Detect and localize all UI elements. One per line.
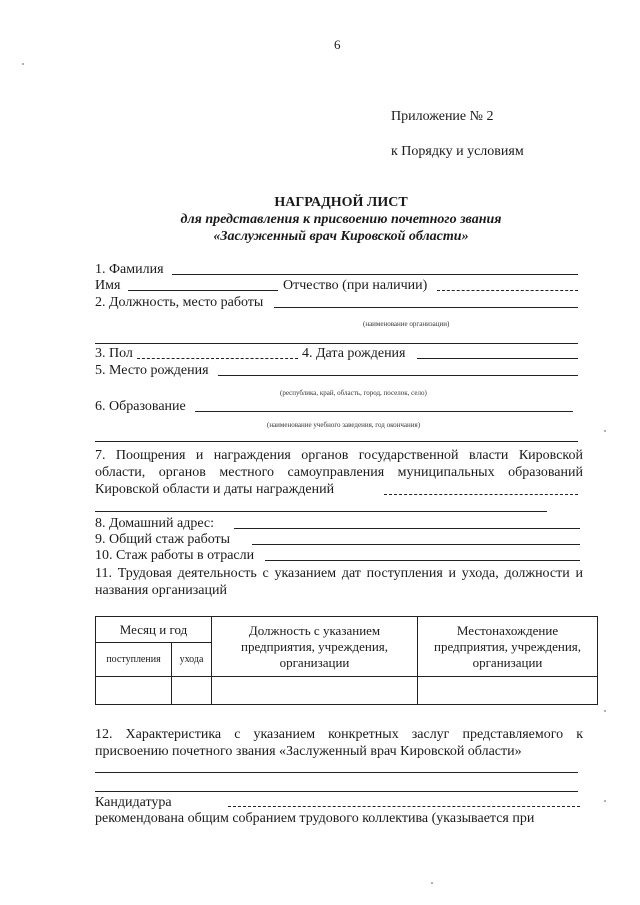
table-cell-departure[interactable] (172, 677, 212, 705)
home-address-label: 8. Домашний адрес: (95, 516, 215, 531)
table-header-month-year: Месяц и год (96, 617, 212, 643)
position-field-continued[interactable] (95, 343, 578, 344)
patronymic-field[interactable] (437, 290, 578, 291)
sex-label: 3. Пол (95, 346, 133, 361)
scan-speck (22, 63, 24, 65)
scan-speck (604, 710, 606, 712)
education-note: (наименование учебного заведения, год окончания) (267, 421, 421, 429)
awards-field[interactable] (384, 494, 578, 495)
table-cell-position[interactable] (212, 677, 418, 705)
awards-label: 7. Поощрения и награждения органов государственной власти Кировской области, органов местного самоуправления муниципальных образований Кировской области и даты награждений (95, 448, 583, 497)
recommended-text: рекомендована общим собранием трудового коллектива (указывается при (95, 811, 535, 826)
characteristics-field[interactable] (95, 772, 578, 773)
total-experience-field[interactable] (252, 544, 580, 545)
table-header-departure: ухода (172, 643, 212, 677)
name-field[interactable] (128, 290, 278, 291)
surname-label: 1. Фамилия (95, 262, 164, 277)
birth-date-label: 4. Дата рождения (302, 346, 406, 361)
scan-speck (604, 800, 606, 802)
appendix-reference: к Порядку и условиям (391, 144, 524, 159)
table-header-location: Местонахождение предприятия, учреждения, организации (418, 617, 598, 677)
position-note: (наименование организации) (363, 320, 450, 328)
sex-field[interactable] (137, 358, 298, 359)
candidacy-field[interactable] (228, 806, 580, 807)
birth-date-field[interactable] (417, 358, 578, 359)
birth-place-label: 5. Место рождения (95, 363, 209, 378)
position-label: 2. Должность, место работы (95, 295, 264, 310)
scan-speck (604, 430, 606, 432)
awards-field-continued[interactable] (95, 511, 547, 512)
characteristics-field-continued[interactable] (95, 791, 578, 792)
labor-activity-table (95, 616, 598, 705)
characteristics-label: 12. Характеристика с указанием конкретных заслуг представляемого к присвоению почетного звания «Заслуженный врач Кировской области» (95, 727, 583, 759)
candidacy-label: Кандидатура (95, 795, 172, 810)
document-subtitle: для представления к присвоению почетного звания (180, 212, 502, 227)
surname-field[interactable] (172, 274, 578, 275)
birth-place-field[interactable] (218, 375, 578, 376)
labor-activity-label: 11. Трудовая деятельность с указанием дат поступления и ухода, должности и названия организаций (95, 566, 583, 598)
industry-experience-label: 10. Стаж работы в отрасли (95, 548, 255, 563)
name-label: Имя (95, 278, 121, 293)
birth-place-note: (республика, край, область, город, поселок, село) (280, 389, 427, 397)
document-title: НАГРАДНОЙ ЛИСТ (274, 195, 408, 210)
page-number: 6 (334, 37, 341, 52)
education-field-continued[interactable] (95, 441, 578, 442)
home-address-field[interactable] (234, 528, 580, 529)
education-label: 6. Образование (95, 399, 186, 414)
total-experience-label: 9. Общий стаж работы (95, 532, 231, 547)
appendix-number: Приложение № 2 (391, 109, 494, 124)
patronymic-label: Отчество (при наличии) (283, 278, 428, 293)
education-field[interactable] (195, 411, 573, 412)
position-field[interactable] (274, 307, 578, 308)
award-name: «Заслуженный врач Кировской области» (213, 229, 469, 244)
table-cell-location[interactable] (418, 677, 598, 705)
table-row (96, 677, 598, 705)
industry-experience-field[interactable] (265, 560, 580, 561)
table-header-position: Должность с указанием предприятия, учреждения, организации (212, 617, 418, 677)
table-cell-admission[interactable] (96, 677, 172, 705)
scan-speck (431, 882, 433, 884)
table-header-admission: поступления (96, 643, 172, 677)
